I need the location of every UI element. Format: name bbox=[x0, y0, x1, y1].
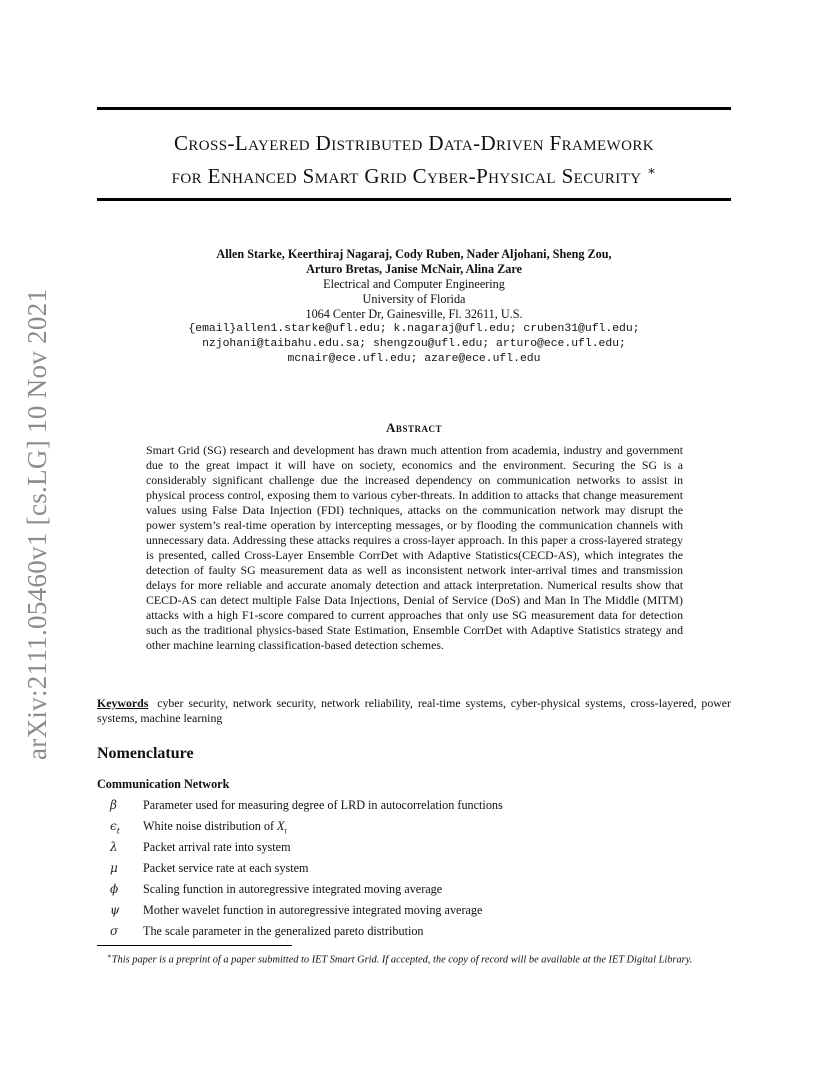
title-line-1: Cross-Layered Distributed Data-Driven Framework bbox=[174, 131, 654, 155]
nomenclature-description: Packet service rate at each system bbox=[143, 861, 309, 875]
keywords-label: Keywords bbox=[97, 696, 149, 710]
author-names-line-1: Allen Starke, Keerthiraj Nagaraj, Cody Ruben, Nader Aljohani, Sheng Zou, bbox=[216, 247, 612, 261]
nomenclature-list bbox=[97, 797, 731, 944]
nomenclature-symbol: μ bbox=[110, 861, 118, 875]
footnote-mark: ∗ bbox=[107, 952, 112, 960]
author-emails-line-2: nzjohani@taibahu.edu.sa; shengzou@ufl.edu; arturo@ece.ufl.edu; bbox=[202, 338, 626, 350]
nomenclature-description: Packet arrival rate into system bbox=[143, 840, 291, 854]
author-block bbox=[97, 247, 731, 367]
author-names-line-2: Arturo Bretas, Janise McNair, Alina Zare bbox=[306, 262, 522, 276]
title-line-2: for Enhanced Smart Grid Cyber-Physical Security bbox=[171, 164, 642, 188]
footnote bbox=[97, 950, 731, 966]
nomenclature-symbol: β bbox=[110, 798, 117, 812]
author-emails-line-1: {email}allen1.starke@ufl.edu; k.nagaraj@ufl.edu; cruben31@ufl.edu; bbox=[188, 323, 640, 335]
footnote-text: This paper is a preprint of a paper submitted to IET Smart Grid. If accepted, the copy of record will be available at the IET Digital Library. bbox=[111, 954, 693, 966]
nomenclature-symbol: ψ bbox=[110, 903, 120, 917]
footnote-rule bbox=[97, 945, 292, 946]
nomenclature-item bbox=[97, 818, 731, 839]
nomenclature-symbol: σ bbox=[110, 924, 119, 938]
nomenclature-item bbox=[97, 902, 731, 923]
author-address: 1064 Center Dr, Gainesville, Fl. 32611, U.S. bbox=[305, 307, 523, 321]
nomenclature-item bbox=[97, 839, 731, 860]
nomenclature-heading: Nomenclature bbox=[97, 745, 194, 762]
nomenclature-description: Parameter used for measuring degree of LRD in autocorrelation functions bbox=[143, 798, 503, 812]
nomenclature-description: Scaling function in autoregressive integrated moving average bbox=[143, 882, 443, 896]
abstract-heading: Abstract bbox=[386, 420, 442, 435]
nomenclature-item bbox=[97, 923, 731, 944]
title-bottom-rule bbox=[97, 198, 731, 201]
nomenclature-description: The scale parameter in the generalized pareto distribution bbox=[143, 924, 424, 938]
author-department: Electrical and Computer Engineering bbox=[323, 277, 505, 291]
abstract-text: Smart Grid (SG) research and development has drawn much attention from academia, industry and government due to the great impact it will have on society, economics and the environment. Securing the SG is a considerably significant challenge due the increased dependency on communication networks to assist in physical process control, exposing them to various cyber-threats. In addition to attacks that change measurement values using False Data Injection (FDI) techniques, attacks on the communication network may disrupt the power system’s real-time operation by intercepting messages, or by flooding the communication channels with unnecessary data. Addressing these attacks requires a cross-layer approach. In this paper a cross-layered strategy is presented, called Cross-Layer Ensemble CorrDet with Adaptive Statistics(CECD-AS), which integrates the detection of faulty SG measurement data as well as inconsistent network inter-arrival times and transmission delays for more reliable and accurate anomaly detection and attack interpretation. Numerical results show that CECD-AS can detect multiple False Data Injections, Denial of Service (DoS) and Man In The Middle (MITM) attacks with a high F1-score compared to current approaches that only use SG measurement data for detection such as the traditional physics-based State Estimation, Ensemble CorrDet with Adaptive Statistics strategy and other machine learning classification-based detection schemes. bbox=[146, 443, 683, 652]
paper-title bbox=[97, 130, 731, 190]
communication-network-subheading: Communication Network bbox=[97, 777, 230, 791]
nomenclature-item bbox=[97, 881, 731, 902]
nomenclature-symbol: λ bbox=[110, 840, 118, 854]
nomenclature-description: White noise distribution of $X_t$ bbox=[143, 819, 287, 836]
author-university: University of Florida bbox=[362, 292, 466, 306]
title-footnote-mark: ∗ bbox=[647, 163, 657, 178]
nomenclature-item bbox=[97, 860, 731, 881]
nomenclature-description: Mother wavelet function in autoregressive integrated moving average bbox=[143, 903, 483, 917]
title-top-rule bbox=[97, 107, 731, 110]
keywords-text: cyber security, network security, network reliability, real-time systems, cyber-physical systems, cross-layered, power systems, machine learning bbox=[97, 696, 731, 725]
arxiv-identifier-stamp: arXiv:2111.05460v1 [cs.LG] 10 Nov 2021 bbox=[22, 288, 52, 760]
keywords-paragraph bbox=[97, 696, 731, 726]
nomenclature-symbol: ϕ bbox=[110, 882, 119, 896]
author-emails-line-3: mcnair@ece.ufl.edu; azare@ece.ufl.edu bbox=[287, 353, 541, 365]
nomenclature-symbol: $\epsilon_t$ bbox=[110, 819, 120, 836]
nomenclature-item bbox=[97, 797, 731, 818]
